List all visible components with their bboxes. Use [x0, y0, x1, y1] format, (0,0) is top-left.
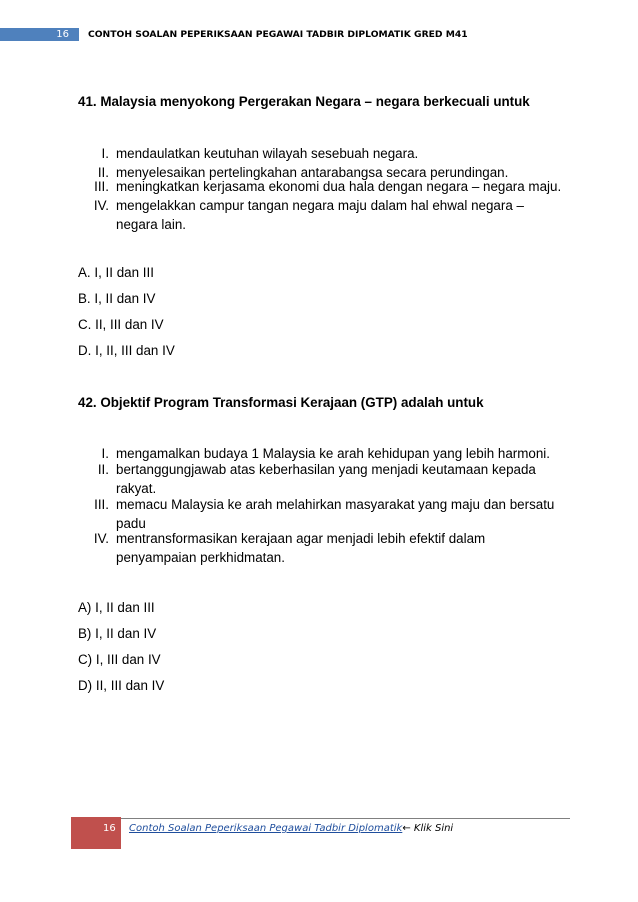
item-text: mendaulatkan keutuhan wilayah sesebuah negara.	[116, 146, 419, 161]
item-numeral: I.	[101, 446, 109, 461]
item-text: mengamalkan budaya 1 Malaysia ke arah kehidupan yang lebih harmoni.	[116, 446, 550, 461]
item-numeral: III.	[94, 179, 109, 194]
question-42-option-b: B) I, II dan IV	[78, 626, 157, 641]
item-numeral: II.	[97, 165, 109, 180]
item-text: memacu Malaysia ke arah melahirkan masyarakat yang maju dan bersatu padu	[116, 497, 555, 531]
footer-link[interactable]: Contoh Soalan Peperiksaan Pegawai Tadbir Diplomatik	[129, 823, 403, 834]
question-42-option-d: D) II, III dan IV	[78, 678, 165, 693]
question-41-option-d: D. I, II, III dan IV	[78, 343, 175, 358]
item-numeral: I.	[101, 146, 109, 161]
item-text: mengelakkan campur tangan negara maju dalam hal ehwal negara – negara lain.	[116, 198, 524, 232]
item-numeral: IV.	[93, 198, 109, 213]
question-41-option-a: A. I, II dan III	[78, 265, 154, 280]
item-text: bertanggungjawab atas keberhasilan yang menjadi keutamaan kepada rakyat.	[116, 462, 536, 496]
question-41-option-c: C. II, III dan IV	[78, 317, 164, 332]
question-41-option-b: B. I, II dan IV	[78, 291, 156, 306]
item-text: menyelesaikan pertelingkahan antarabangsa secara perundingan.	[116, 165, 509, 180]
footer-divider	[120, 818, 570, 819]
item-text: meningkatkan kerjasama ekonomi dua hala dengan negara – negara maju.	[116, 179, 562, 194]
item-numeral: II.	[97, 462, 109, 477]
header-page-number: 16	[56, 29, 69, 40]
question-42-option-c: C) I, III dan IV	[78, 652, 161, 667]
question-42-option-a: A) I, II dan III	[78, 600, 155, 615]
header-page-number-bar	[0, 28, 79, 41]
item-numeral: IV.	[93, 531, 109, 546]
footer-page-number-box	[71, 817, 121, 849]
footer-page-number: 16	[103, 823, 116, 834]
question-41-title: 41. Malaysia menyokong Pergerakan Negara – negara berkecuali untuk	[78, 94, 530, 109]
arrow-left-icon: ←	[402, 823, 411, 834]
footer-click-here[interactable]: Klik Sini	[410, 823, 454, 834]
question-42-title: 42. Objektif Program Transformasi Kerajaan (GTP) adalah untuk	[78, 395, 484, 410]
item-text: mentransformasikan kerajaan agar menjadi lebih efektif dalam penyampaian perkhidmatan.	[116, 531, 486, 565]
footer-text	[129, 823, 453, 834]
item-numeral: III.	[94, 497, 109, 512]
header-title: CONTOH SOALAN PEPERIKSAAN PEGAWAI TADBIR DIPLOMATIK GRED M41	[88, 29, 468, 40]
